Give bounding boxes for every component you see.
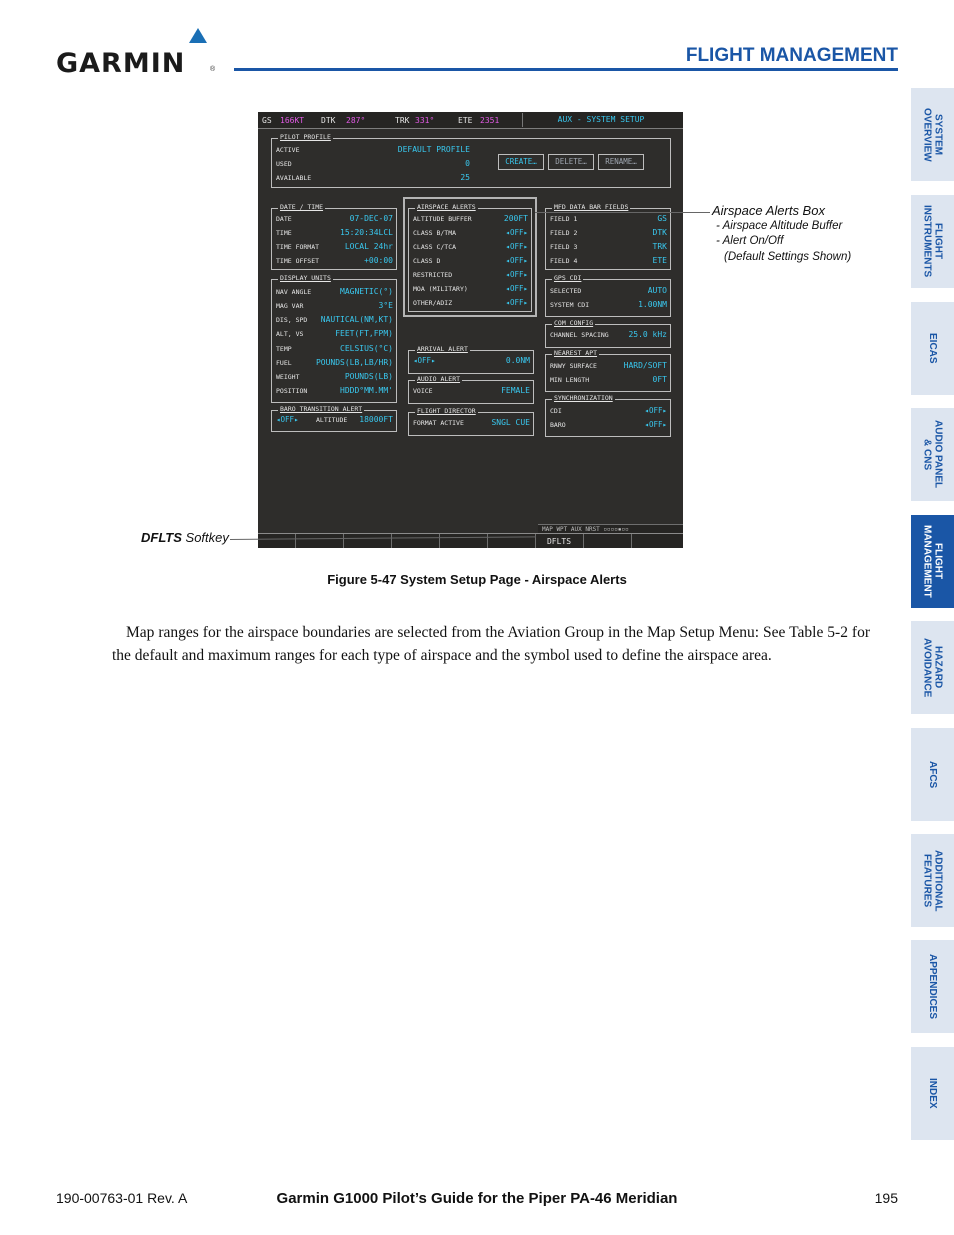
row-label: FIELD 3 bbox=[550, 243, 578, 251]
figure-caption: Figure 5-47 System Setup Page - Airspace Alerts bbox=[327, 572, 627, 587]
row-value: TRK bbox=[652, 242, 667, 251]
dtk-label: DTK bbox=[321, 116, 336, 125]
row-label: FIELD 2 bbox=[550, 229, 578, 237]
delete-button[interactable]: DELETE… bbox=[548, 154, 594, 170]
dflts-callout bbox=[141, 530, 229, 545]
weight-row[interactable] bbox=[276, 373, 393, 383]
pilot-profile-box bbox=[271, 133, 671, 188]
row-value: ◂OFF▸ bbox=[644, 420, 667, 429]
row-value: 18000FT bbox=[359, 415, 393, 424]
row-label: TIME bbox=[276, 229, 292, 237]
row-value: 07-DEC-07 bbox=[349, 214, 393, 223]
sync-baro-row[interactable] bbox=[550, 421, 667, 431]
section-title: FLIGHT MANAGEMENT bbox=[685, 45, 898, 66]
tab-audio-panel-cns[interactable] bbox=[911, 408, 954, 501]
altitude-buffer-row[interactable] bbox=[413, 215, 528, 225]
other-adiz-row[interactable] bbox=[413, 299, 528, 309]
gs-label: GS bbox=[262, 116, 272, 125]
class-b-row[interactable] bbox=[413, 229, 528, 239]
tab-system-overview[interactable] bbox=[911, 88, 954, 181]
sync-cdi-row[interactable] bbox=[550, 407, 667, 417]
profile-used-row bbox=[276, 160, 470, 170]
row-value: DTK bbox=[652, 228, 667, 237]
page-title: AUX - SYSTEM SETUP bbox=[522, 113, 679, 127]
row-value: 200FT bbox=[503, 214, 528, 223]
row-value: DEFAULT PROFILE bbox=[397, 145, 470, 154]
garmin-logo-triangle-icon bbox=[189, 28, 207, 43]
nav-angle-row[interactable] bbox=[276, 288, 393, 298]
pilot-profile-title: PILOT PROFILE bbox=[280, 133, 331, 141]
date-time-title: DATE / TIME bbox=[280, 203, 324, 211]
row-value: POUNDS(LB) bbox=[344, 372, 393, 381]
toggle-state: OFF bbox=[509, 298, 524, 307]
row-label: MOA (MILITARY) bbox=[413, 285, 468, 293]
row-label: DIS, SPD bbox=[276, 316, 308, 324]
row-label: ALT, VS bbox=[276, 330, 304, 338]
row-value: 25.0 kHz bbox=[628, 330, 667, 339]
audio-alert-title: AUDIO ALERT bbox=[417, 375, 461, 383]
row-label: CLASS D bbox=[413, 257, 441, 265]
row-value: LOCAL 24hr bbox=[344, 242, 393, 251]
row-value: HARD/SOFT bbox=[623, 361, 667, 370]
audio-alert-box bbox=[408, 375, 534, 404]
row-value: MAGNETIC(°) bbox=[340, 287, 393, 296]
tab-flight-instruments[interactable] bbox=[911, 195, 954, 288]
row-label: SELECTED bbox=[550, 287, 582, 295]
softkey-3[interactable] bbox=[343, 534, 392, 548]
baro-transition-row[interactable] bbox=[276, 416, 393, 426]
row-label: RNWY SURFACE bbox=[550, 362, 597, 370]
row-label: RESTRICTED bbox=[413, 271, 453, 279]
row-value: ◂OFF▸ bbox=[505, 298, 528, 307]
voice-row[interactable] bbox=[413, 387, 530, 397]
header-rule bbox=[234, 68, 898, 71]
tab-hazard-avoidance[interactable] bbox=[911, 621, 954, 714]
row-value: FEET(FT,FPM) bbox=[335, 329, 393, 338]
tab-label: FLIGHT MANAGEMENT bbox=[921, 525, 944, 598]
gs-value: 166KT bbox=[280, 116, 305, 125]
gps-cdi-title: GPS CDI bbox=[554, 274, 582, 282]
toggle-state: OFF bbox=[509, 284, 524, 293]
class-d-row[interactable] bbox=[413, 257, 528, 267]
position-row[interactable] bbox=[276, 387, 393, 397]
row-value: POUNDS(LB,LB/HR) bbox=[315, 358, 393, 367]
toggle-state: OFF bbox=[648, 420, 663, 429]
airspace-callout-line2: - Alert On/Off bbox=[716, 235, 784, 247]
ete-label: ETE bbox=[458, 116, 473, 125]
field-3-row[interactable] bbox=[550, 243, 667, 253]
row-value: ETE bbox=[652, 256, 667, 265]
nearest-apt-box bbox=[545, 349, 671, 392]
row-value: ◂OFF▸ bbox=[505, 242, 528, 251]
toggle-state: OFF bbox=[280, 415, 295, 424]
tab-label: HAZARD AVOIDANCE bbox=[921, 637, 944, 698]
mfd-data-bar-title: MFD DATA BAR FIELDS bbox=[554, 203, 629, 211]
tab-additional-features[interactable] bbox=[911, 834, 954, 927]
com-config-box bbox=[545, 319, 671, 348]
row-label: BARO bbox=[550, 421, 566, 429]
row-label: VOICE bbox=[413, 387, 433, 395]
row-label: FUEL bbox=[276, 359, 292, 367]
baro-transition-box bbox=[271, 405, 397, 432]
profile-available-row bbox=[276, 174, 470, 184]
row-value: +00:00 bbox=[364, 256, 393, 265]
toggle-state: OFF bbox=[509, 256, 524, 265]
page-group-label: MAP WPT AUX NRST bbox=[542, 526, 600, 533]
softkey-1[interactable] bbox=[258, 534, 296, 548]
tab-label: ADDITIONAL FEATURES bbox=[921, 849, 944, 912]
tab-appendices[interactable] bbox=[911, 940, 954, 1033]
synchronization-box bbox=[545, 394, 671, 437]
field-4-row[interactable] bbox=[550, 257, 667, 267]
toggle-state: OFF bbox=[509, 270, 524, 279]
row-value: 0FT bbox=[652, 375, 667, 384]
callout-text: Softkey bbox=[181, 530, 229, 545]
baro-transition-title: BARO TRANSITION ALERT bbox=[280, 405, 363, 413]
trk-value: 331° bbox=[415, 116, 435, 125]
row-value: FEMALE bbox=[501, 386, 530, 395]
row-value: 3°E bbox=[378, 301, 393, 310]
profile-active-row[interactable] bbox=[276, 146, 470, 156]
airspace-alerts-box bbox=[408, 203, 532, 312]
arrival-toggle[interactable]: ◂OFF▸ bbox=[413, 356, 436, 365]
row-label: CLASS C/TCA bbox=[413, 243, 457, 251]
page-indicator-icon: ▫▫▫▫▪▫▫ bbox=[603, 526, 629, 533]
row-label: FIELD 1 bbox=[550, 215, 578, 223]
document-title: Garmin G1000 Pilot’s Guide for the Piper PA-46 Meridian bbox=[276, 1190, 678, 1207]
airspace-callout-line3: (Default Settings Shown) bbox=[724, 251, 852, 263]
tab-label: AFCS bbox=[927, 760, 938, 789]
rnwy-surface-row[interactable] bbox=[550, 362, 667, 372]
mfd-top-bar bbox=[258, 112, 683, 129]
temp-row[interactable] bbox=[276, 345, 393, 355]
dis-spd-row[interactable] bbox=[276, 316, 393, 326]
row-label: MIN LENGTH bbox=[550, 376, 590, 384]
tab-label: INDEX bbox=[927, 1078, 938, 1109]
toggle-state: OFF bbox=[417, 356, 432, 365]
system-cdi-row[interactable] bbox=[550, 301, 667, 311]
row-value: ◂OFF▸ bbox=[505, 284, 528, 293]
garmin-logo: GARMIN bbox=[56, 48, 186, 79]
fuel-row[interactable] bbox=[276, 359, 393, 369]
row-value: 0.0NM bbox=[505, 356, 530, 365]
airspace-callout-title: Airspace Alerts Box bbox=[712, 203, 825, 218]
softkey-4[interactable] bbox=[391, 534, 440, 548]
synchronization-title: SYNCHRONIZATION bbox=[554, 394, 613, 402]
row-label: DATE bbox=[276, 215, 292, 223]
mfd-screenshot bbox=[258, 112, 683, 548]
field-1-row[interactable] bbox=[550, 215, 667, 225]
document-number: 190-00763-01 Rev. A bbox=[56, 1190, 188, 1206]
gps-cdi-box bbox=[545, 274, 671, 317]
body-paragraph: Map ranges for the airspace boundaries are selected from the Aviation Group in the Map Setup Menu: See Table 5-2 for the default and maximum ranges for each type of airspace and the symbol used to define the airspace area. bbox=[112, 624, 870, 664]
softkey-8[interactable] bbox=[583, 534, 632, 548]
toggle-state: OFF bbox=[648, 406, 663, 415]
time-format-row[interactable] bbox=[276, 243, 393, 253]
tab-label: EICAS bbox=[927, 333, 938, 364]
time-row[interactable] bbox=[276, 229, 393, 239]
arrival-alert-row[interactable] bbox=[413, 357, 530, 367]
baro-toggle[interactable]: ◂OFF▸ bbox=[276, 415, 299, 424]
date-row[interactable] bbox=[276, 215, 393, 225]
airspace-callout-line bbox=[535, 212, 710, 213]
row-value: HDDD°MM.MM' bbox=[340, 386, 393, 395]
tab-afcs[interactable] bbox=[911, 728, 954, 821]
flight-director-box bbox=[408, 407, 534, 436]
row-label: OTHER/ADIZ bbox=[413, 299, 453, 307]
dtk-value: 287° bbox=[346, 116, 366, 125]
row-value: SNGL CUE bbox=[491, 418, 530, 427]
row-label: ALTITUDE bbox=[316, 416, 348, 424]
row-label: ALTITUDE BUFFER bbox=[413, 215, 472, 223]
display-units-box bbox=[271, 274, 397, 403]
create-button[interactable]: CREATE… bbox=[498, 154, 544, 170]
mfd-data-bar-box bbox=[545, 203, 671, 270]
row-value: 15:20:34LCL bbox=[340, 228, 393, 237]
row-label: CDI bbox=[550, 407, 562, 415]
min-length-row[interactable] bbox=[550, 376, 667, 386]
callout-bold: DFLTS bbox=[141, 530, 182, 545]
tab-flight-management[interactable] bbox=[911, 515, 954, 608]
row-label: FORMAT ACTIVE bbox=[413, 419, 464, 427]
row-label: SYSTEM CDI bbox=[550, 301, 590, 309]
tab-label: FLIGHT INSTRUMENTS bbox=[921, 205, 944, 278]
row-value: AUTO bbox=[647, 286, 667, 295]
row-label: TIME FORMAT bbox=[276, 243, 320, 251]
tab-eicas[interactable] bbox=[911, 302, 954, 395]
row-value: ◂OFF▸ bbox=[644, 406, 667, 415]
row-value: GS bbox=[657, 214, 667, 223]
row-value: ◂OFF▸ bbox=[505, 270, 528, 279]
page-number: 195 bbox=[874, 1190, 898, 1206]
arrival-alert-box bbox=[408, 345, 534, 374]
row-label: CLASS B/TMA bbox=[413, 229, 457, 237]
date-time-box bbox=[271, 203, 397, 270]
row-label: ACTIVE bbox=[276, 146, 300, 154]
display-units-title: DISPLAY UNITS bbox=[280, 274, 331, 282]
com-config-title: COM CONFIG bbox=[554, 319, 594, 327]
ete-value: 2351 bbox=[480, 116, 500, 125]
format-active-row[interactable] bbox=[413, 419, 530, 429]
row-label: FIELD 4 bbox=[550, 257, 578, 265]
row-value: ◂OFF▸ bbox=[505, 228, 528, 237]
row-label: TIME OFFSET bbox=[276, 257, 320, 265]
tab-label: AUDIO PANEL & CNS bbox=[921, 420, 944, 489]
row-value: 25 bbox=[460, 173, 470, 182]
alt-vs-row[interactable] bbox=[276, 330, 393, 340]
selected-row[interactable] bbox=[550, 287, 667, 297]
row-label: USED bbox=[276, 160, 292, 168]
arrival-alert-title: ARRIVAL ALERT bbox=[417, 345, 468, 353]
mag-var-row[interactable] bbox=[276, 302, 393, 312]
nearest-apt-title: NEAREST APT bbox=[554, 349, 598, 357]
row-label: CHANNEL SPACING bbox=[550, 331, 609, 339]
airspace-callout-line1: - Airspace Altitude Buffer bbox=[716, 220, 843, 232]
restricted-row[interactable] bbox=[413, 271, 528, 281]
channel-spacing-row[interactable] bbox=[550, 331, 667, 341]
toggle-state: OFF bbox=[509, 242, 524, 251]
row-value: 1.00NM bbox=[638, 300, 667, 309]
row-value: ◂OFF▸ bbox=[505, 256, 528, 265]
airspace-alerts-title: AIRSPACE ALERTS bbox=[417, 203, 476, 211]
moa-row[interactable] bbox=[413, 285, 528, 295]
toggle-state: OFF bbox=[509, 228, 524, 237]
row-label: TEMP bbox=[276, 345, 292, 353]
row-label: NAV ANGLE bbox=[276, 288, 312, 296]
row-value: 0 bbox=[465, 159, 470, 168]
tab-label: APPENDICES bbox=[927, 953, 938, 1019]
softkey-9[interactable] bbox=[631, 534, 683, 548]
row-label: AVAILABLE bbox=[276, 174, 312, 182]
time-offset-row[interactable] bbox=[276, 257, 393, 267]
softkey-2[interactable] bbox=[295, 534, 344, 548]
rename-button[interactable]: RENAME… bbox=[598, 154, 644, 170]
row-value: NAUTICAL(NM,KT) bbox=[320, 315, 393, 324]
class-c-row[interactable] bbox=[413, 243, 528, 253]
trk-label: TRK bbox=[395, 116, 410, 125]
dflts-softkey[interactable]: DFLTS bbox=[535, 534, 584, 548]
row-value: CELSIUS(°C) bbox=[340, 344, 393, 353]
softkey-bar bbox=[258, 533, 683, 548]
tab-label: SYSTEM OVERVIEW bbox=[921, 107, 944, 162]
field-2-row[interactable] bbox=[550, 229, 667, 239]
tab-index[interactable] bbox=[911, 1047, 954, 1140]
row-label: WEIGHT bbox=[276, 373, 300, 381]
flight-director-title: FLIGHT DIRECTOR bbox=[417, 407, 476, 415]
registered-mark-icon: ® bbox=[210, 66, 216, 73]
row-label: MAG VAR bbox=[276, 302, 304, 310]
row-label: POSITION bbox=[276, 387, 308, 395]
